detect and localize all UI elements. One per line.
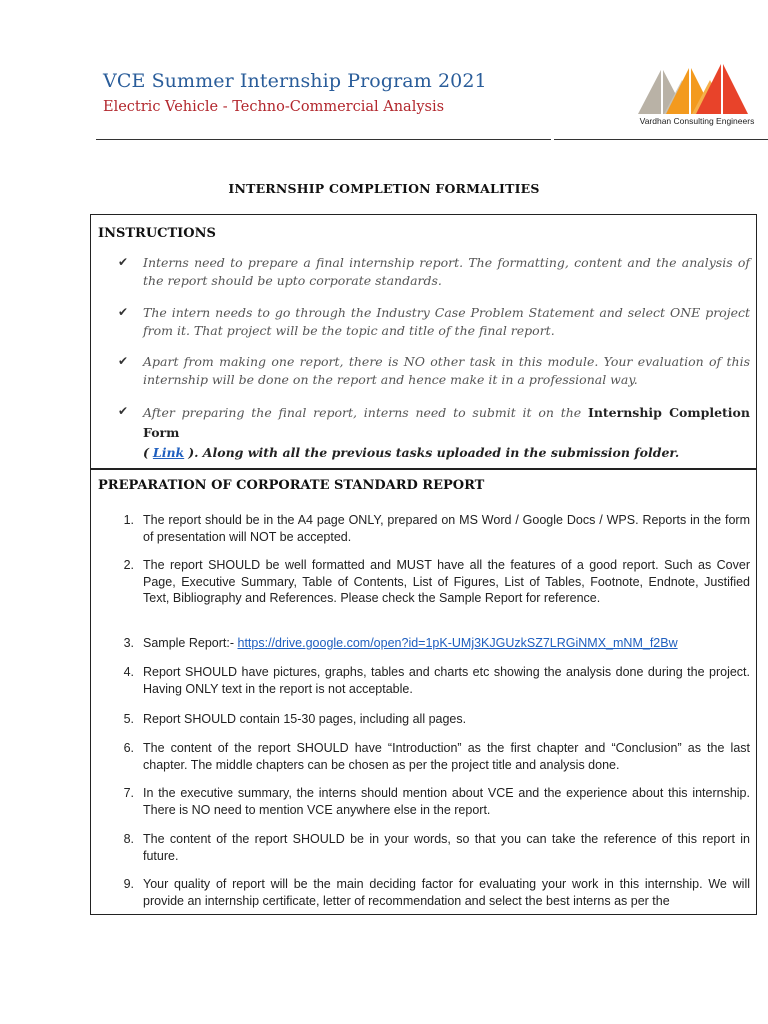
check-icon: ✔ xyxy=(118,354,129,368)
check-icon: ✔ xyxy=(118,255,129,269)
sample-report-link[interactable]: https://drive.google.com/open?id=1pK-UMj3KJGUzkSZ7LRGiNMX_mNM_f2Bw xyxy=(237,636,678,650)
check-icon: ✔ xyxy=(118,404,129,418)
report-heading: PREPARATION OF CORPORATE STANDARD REPORT xyxy=(98,478,485,493)
instructions-box xyxy=(90,214,757,469)
program-title: VCE Summer Internship Program 2021 xyxy=(103,70,487,92)
check-icon: ✔ xyxy=(118,305,129,319)
instruction-text: After preparing the final report, interns need to submit it on the Internship Completion Form ( Link ). Along with all the previous tasks uploaded in the submission folder. xyxy=(143,405,750,460)
header-divider xyxy=(96,139,768,140)
instructions-heading: INSTRUCTIONS xyxy=(98,226,216,241)
instruction-text: The intern needs to go through the Industry Case Problem Statement and select ONE project from it. That project will be the topic and title of the final report. xyxy=(143,305,750,338)
report-box: PREPARATION OF CORPORATE STANDARD REPORT 1. The report should be in the A4 page ONLY, prepared on MS Word / Google Docs / WPS. Reports in the form of presentation will NOT be accepted. 2. The report SHOULD be well formatted and MUST have all the features of a good report. Such as Cover Page, Executive Summary, Table of Contents, List of Figures, List of Tables, Footnote, Endnote, Justified Text, Bibliography and References. Please check the Sample Report for reference. 3. Sample Report:- https://drive.google.com/open?id=1pK-UMj3KJGUzkSZ7LRGiNMX_mNM_f2Bw 4. Report SHOULD have pictures, graphs, tables and charts etc showing the analysis done during the project. Having ONLY text in the report is not acceptable. 5. Report SHOULD contain 15-30 pages, including all pages. 6. The content of the report SHOULD have “Introduction” as the first chapter and “Conclusion” as the last chapter. The middle chapters can be chosen as per the project title and analysis done. 7. In the executive summary, the interns should mention about VCE and the experience about this internship. There is NO need to mention VCE anywhere else in the report. 8. The content of the report SHOULD be in your words, so that you can take the reference of this report in future. 9. Your quality of report will be the main deciding factor for evaluating your work in this internship. We will provide an internship certificate, letter of recommendation and select the best interns as per the xyxy=(90,468,757,915)
instruction-text: Apart from making one report, there is NO other task in this module. Your evaluation of this internship will be done on the report and hence make it in a professional way. xyxy=(143,354,750,387)
instruction-text: Interns need to prepare a final internship report. The formatting, content and the analysis of the report should be upto corporate standards. xyxy=(143,255,750,288)
program-subtitle: Electric Vehicle - Techno-Commercial Analysis xyxy=(103,99,445,115)
logo-caption: Vardhan Consulting Engineers xyxy=(639,116,755,126)
completion-form-label: Internship Completion Form xyxy=(143,405,750,440)
document-title: INTERNSHIP COMPLETION FORMALITIES xyxy=(228,181,540,196)
completion-form-link[interactable]: Link xyxy=(152,445,185,460)
